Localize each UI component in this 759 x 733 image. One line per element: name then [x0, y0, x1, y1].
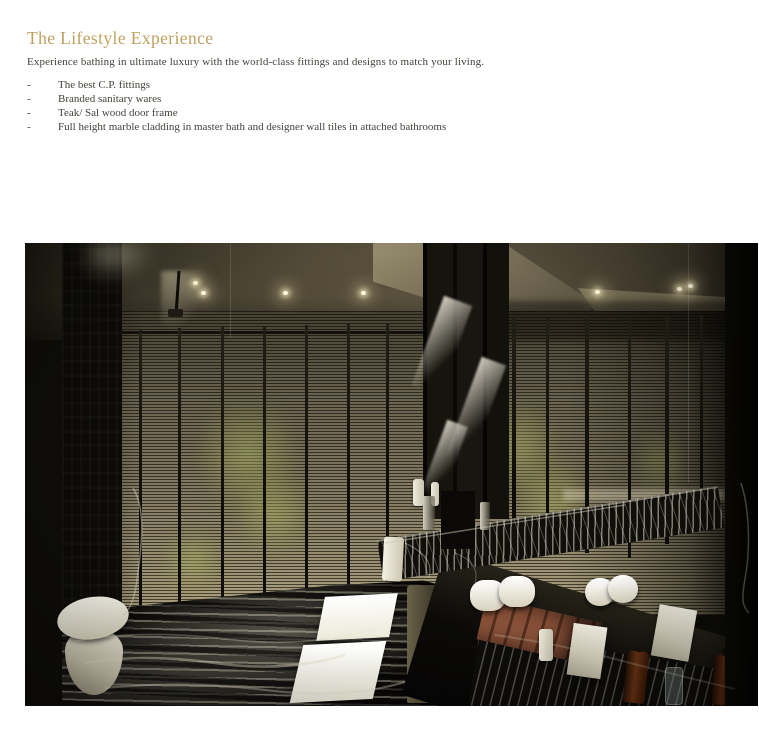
bathroom-photo — [25, 243, 758, 706]
bullet-text: Branded sanitary wares — [58, 93, 162, 105]
feature-list — [27, 78, 727, 134]
photo-vignette — [25, 243, 758, 706]
list-item — [27, 106, 727, 120]
intro-text: Experience bathing in ultimate luxury with the world-class fittings and designs to match your living. — [27, 56, 485, 68]
bullet-marker: - — [27, 121, 31, 133]
bullet-text: Teak/ Sal wood door frame — [58, 107, 178, 119]
bullet-marker: - — [27, 93, 31, 105]
bullet-text: The best C.P. fittings — [58, 79, 150, 91]
bullet-marker: - — [27, 79, 31, 91]
list-item — [27, 92, 727, 106]
page-header — [27, 28, 742, 68]
list-item — [27, 78, 727, 92]
page-title: The Lifestyle Experience — [27, 28, 214, 48]
list-item — [27, 120, 727, 134]
bullet-text: Full height marble cladding in master bath and designer wall tiles in attached bathrooms — [58, 121, 447, 133]
bullet-marker: - — [27, 107, 31, 119]
